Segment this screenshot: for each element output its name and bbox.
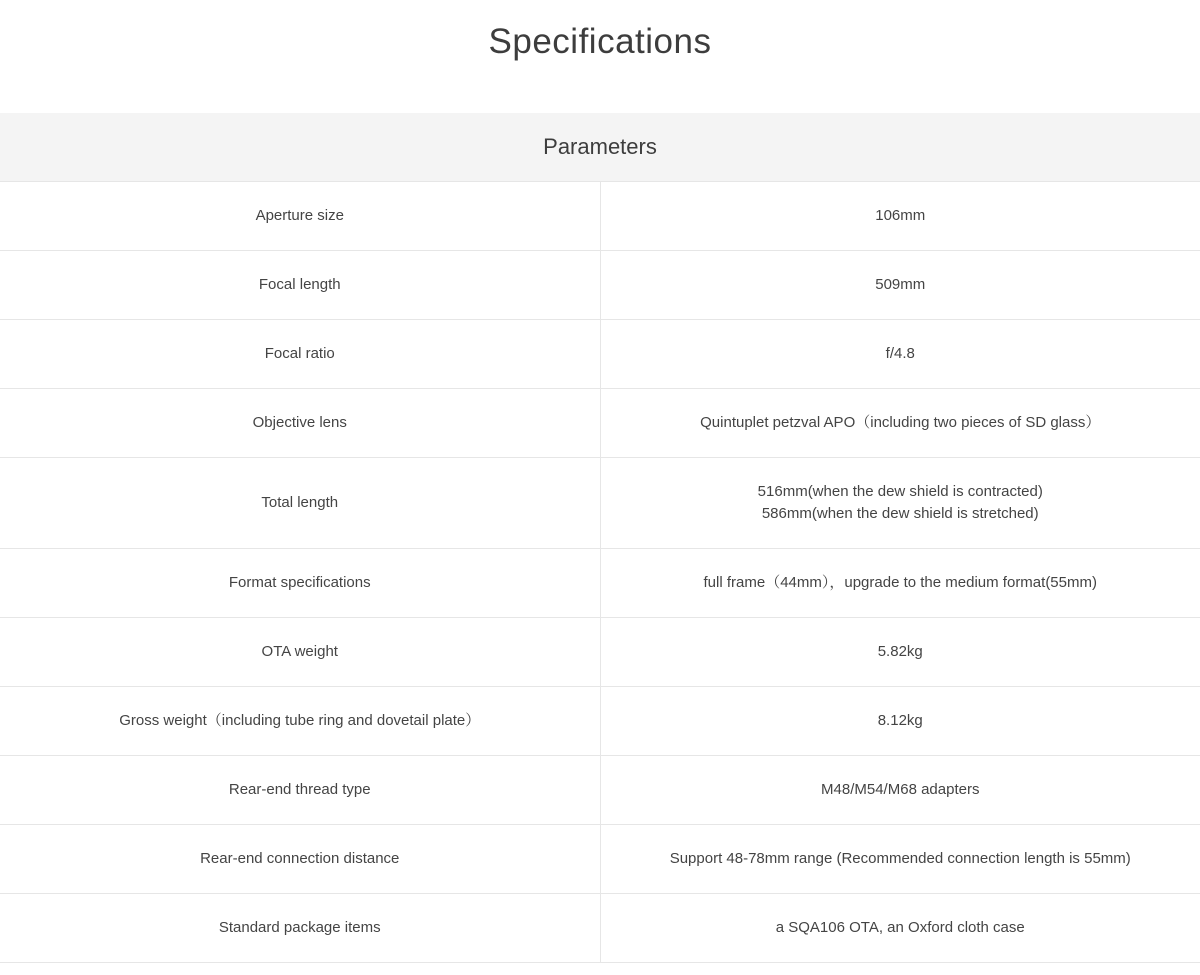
table-row bbox=[0, 320, 1200, 389]
param-name: OTA weight bbox=[0, 618, 600, 687]
table-row bbox=[0, 389, 1200, 458]
param-value-line: Support 48-78mm range (Recommended connection length is 55mm) bbox=[669, 850, 1131, 867]
param-value bbox=[600, 687, 1200, 756]
param-name: Aperture size bbox=[0, 182, 600, 251]
param-value-line: f/4.8 bbox=[885, 345, 915, 362]
param-name: Focal length bbox=[0, 251, 600, 320]
param-name: Rear-end connection distance bbox=[0, 825, 600, 894]
param-name: Total length bbox=[0, 458, 600, 549]
table-row bbox=[0, 825, 1200, 894]
param-value-line: Quintuplet petzval APO（including two pieces of SD glass） bbox=[700, 414, 1101, 431]
param-value-line: 509mm bbox=[875, 276, 926, 293]
table-row bbox=[0, 251, 1200, 320]
param-name: Focal ratio bbox=[0, 320, 600, 389]
table-row bbox=[0, 182, 1200, 251]
param-value bbox=[600, 549, 1200, 618]
param-value-line: a SQA106 OTA, an Oxford cloth case bbox=[775, 919, 1025, 936]
param-value bbox=[600, 251, 1200, 320]
specifications-table bbox=[0, 113, 1200, 963]
param-name: Rear-end thread type bbox=[0, 756, 600, 825]
param-value-line: 5.82kg bbox=[877, 643, 923, 660]
param-value-line: 516mm(when the dew shield is contracted) bbox=[757, 483, 1043, 500]
table-row bbox=[0, 458, 1200, 549]
table-row bbox=[0, 687, 1200, 756]
table-row bbox=[0, 894, 1200, 963]
table-row bbox=[0, 618, 1200, 687]
param-name: Standard package items bbox=[0, 894, 600, 963]
param-value-line: 8.12kg bbox=[877, 712, 923, 729]
param-value bbox=[600, 894, 1200, 963]
param-value bbox=[600, 825, 1200, 894]
param-name: Objective lens bbox=[0, 389, 600, 458]
param-value bbox=[600, 756, 1200, 825]
table-row bbox=[0, 549, 1200, 618]
table-row bbox=[0, 756, 1200, 825]
param-name: Format specifications bbox=[0, 549, 600, 618]
table-header-row bbox=[0, 113, 1200, 182]
param-value bbox=[600, 182, 1200, 251]
param-value bbox=[600, 320, 1200, 389]
param-value bbox=[600, 458, 1200, 549]
table-header-parameters: Parameters bbox=[0, 113, 1200, 182]
param-name: Gross weight（including tube ring and dovetail plate） bbox=[0, 687, 600, 756]
param-value bbox=[600, 389, 1200, 458]
param-value-line: 586mm(when the dew shield is stretched) bbox=[761, 505, 1039, 522]
param-value-line: 106mm bbox=[875, 207, 926, 224]
param-value-line: M48/M54/M68 adapters bbox=[821, 781, 980, 798]
page-title: Specifications bbox=[488, 22, 712, 61]
param-value-line: full frame（44mm），upgrade to the medium format(55mm) bbox=[703, 574, 1097, 591]
param-value bbox=[600, 618, 1200, 687]
